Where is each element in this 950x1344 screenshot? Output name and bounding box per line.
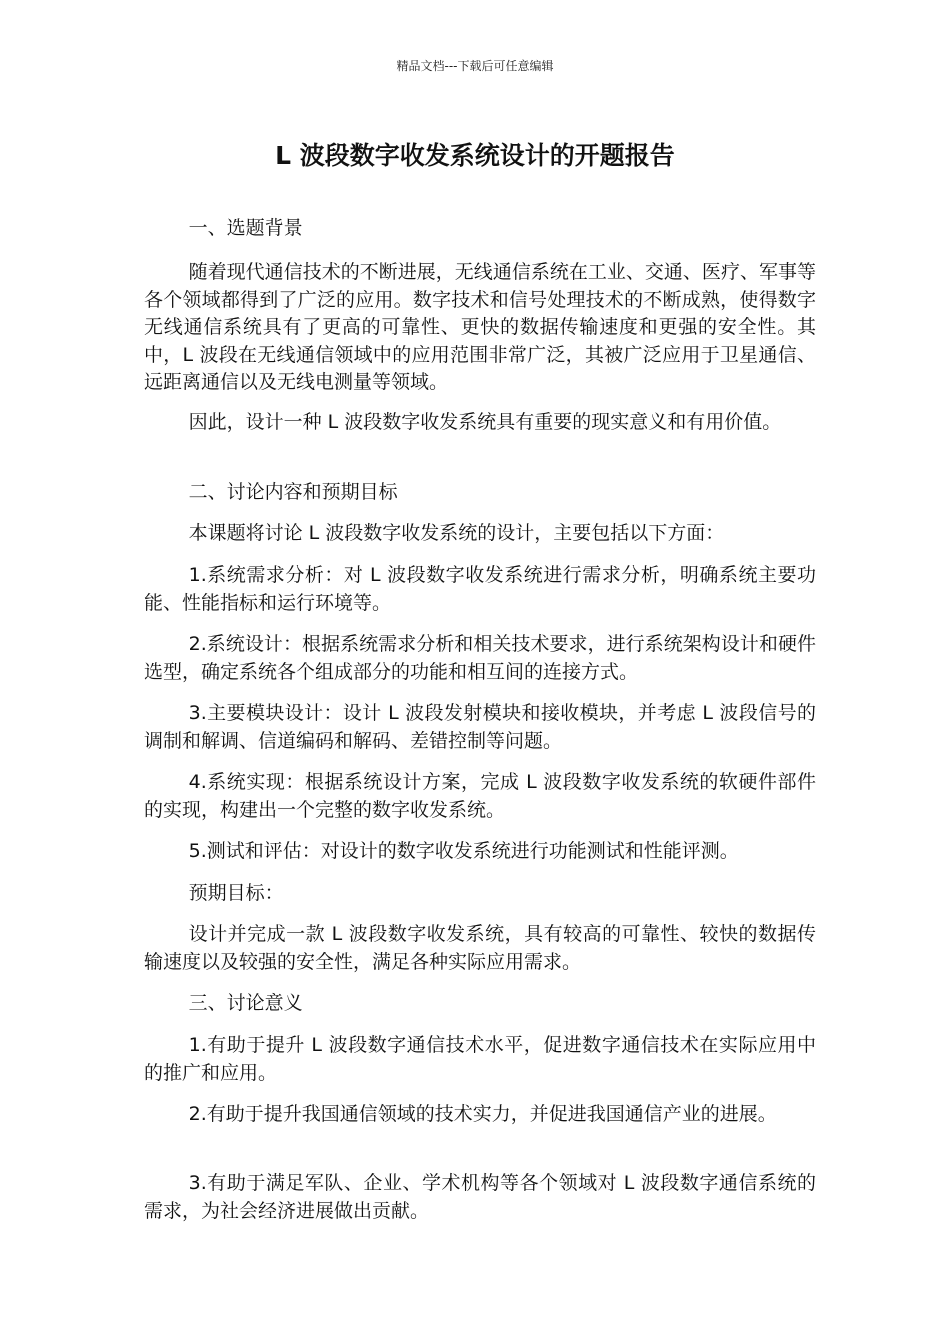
list-item-testing: 5.测试和评估：对设计的数字收发系统进行功能测试和性能评测。	[188, 840, 739, 862]
paragraph-background: 随着现代通信技术的不断进展，无线通信系统在工业、交通、医疗、军事等各个领域都得到了广泛的应用。数字技术和信号处理技术的不断成熟，使得数字无线通信系统具有了更高的可靠性、更快的数据传输速度和更强的安全性。其中，L 波段在无线通信领域中的应用范围非常广泛，其被广泛应用于卫星通信、远距离通信以及无线电测量等领域。	[144, 261, 816, 393]
header-note: 精品文档---下载后可任意编辑	[396, 59, 554, 73]
document-title: L 波段数字收发系统设计的开题报告	[275, 141, 675, 170]
section-heading-content: 二、讨论内容和预期目标	[188, 481, 398, 503]
section-heading-background: 一、选题背景	[188, 217, 303, 239]
section-heading-significance: 三、讨论意义	[188, 992, 303, 1014]
paragraph-content-intro: 本课题将讨论 L 波段数字收发系统的设计，主要包括以下方面：	[188, 522, 725, 544]
list-item-module-design: 3.主要模块设计：设计 L 波段发射模块和接收模块，并考虑 L 波段信号的调制和解调、信道编码和解码、差错控制等问题。	[144, 702, 816, 752]
goal-label: 预期目标：	[188, 882, 284, 904]
list-item-system-design: 2.系统设计：根据系统需求分析和相关技术要求，进行系统架构设计和硬件选型，确定系统各个组成部分的功能和相互间的连接方式。	[144, 633, 816, 683]
list-item-requirements: 1.系统需求分析：对 L 波段数字收发系统进行需求分析，明确系统主要功能、性能指标和运行环境等。	[144, 564, 816, 614]
list-item-significance-2: 2.有助于提升我国通信领域的技术实力，并促进我国通信产业的进展。	[188, 1103, 777, 1125]
list-item-implementation: 4.系统实现：根据系统设计方案，完成 L 波段数字收发系统的软硬件部件的实现，构建出一个完整的数字收发系统。	[144, 771, 816, 821]
paragraph-conclusion: 因此，设计一种 L 波段数字收发系统具有重要的现实意义和有用价值。	[188, 411, 782, 433]
paragraph-goal: 设计并完成一款 L 波段数字收发系统，具有较高的可靠性、较快的数据传输速度以及较强的安全性，满足各种实际应用需求。	[144, 923, 816, 973]
list-item-significance-3: 3.有助于满足军队、企业、学术机构等各个领域对 L 波段数字通信系统的需求，为社会经济进展做出贡献。	[144, 1172, 816, 1222]
list-item-significance-1: 1.有助于提升 L 波段数字通信技术水平，促进数字通信技术在实际应用中的推广和应用。	[144, 1034, 816, 1084]
